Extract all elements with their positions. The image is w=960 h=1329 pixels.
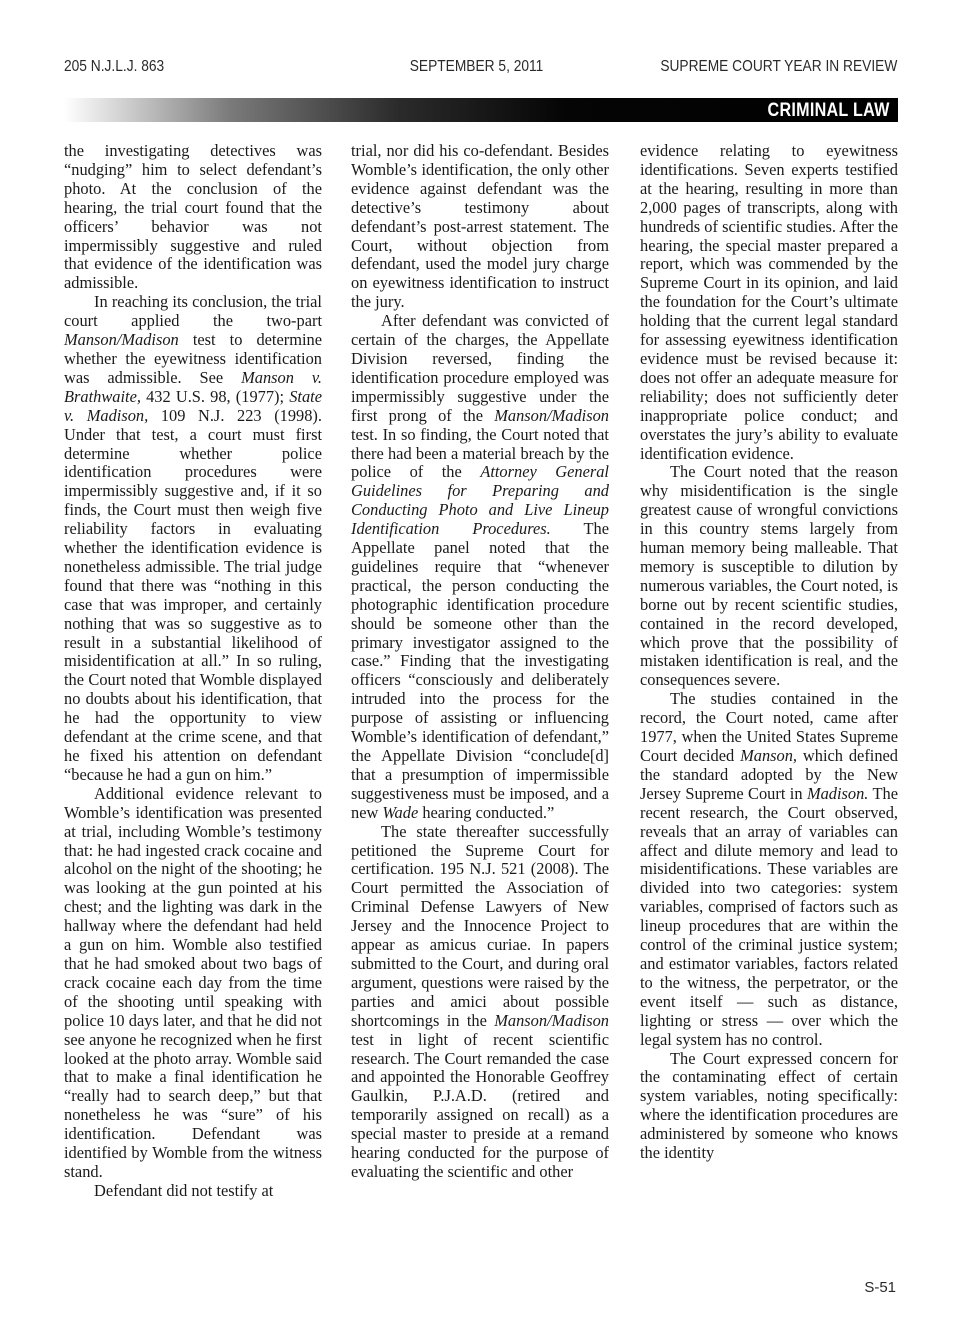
section-banner: [64, 98, 898, 122]
paragraph: trial, nor did his co-defendant. Besides Womble’s identification, the only other evidence against defendant was the detective’s testimony about defendant’s post-arrest statement. The Court, without objection from defendant, used the model jury charge on eyewitness identification to instruct the jury.: [351, 141, 609, 312]
text-column-2: [351, 142, 609, 1182]
paragraph: The studies contained in the record, the Court noted, came after 1977, when the United States Supreme Court decided Manson, which defined the standard adopted by the New Jersey Supreme Court in Madison. The recent research, the Court observed, reveals that an array of variables can affect and dilute memory and lead to misidentifications. These variables are divided into two categories: system variables, comprised of factors such as lineup procedures that are within the control of the criminal justice system; and estimator variables, factors related to the witness, the perpetrator, or the event itself — such as distance, lighting or stress — over which the legal system has no control.: [640, 689, 899, 1049]
text-column-1: [64, 142, 322, 1201]
running-header: [64, 58, 898, 82]
paragraph: evidence relating to eyewitness identifications. Seven experts testified at the hearing, resulting in more than 2,000 pages of transcripts, along with hundreds of scientific studies. After the hearing, the special master prepared a report, which was commended by the Supreme Court in its opinion, and laid the foundation for the Court’s ultimate holding that the current legal standard for assessing eyewitness identification evidence must be revised because it: does not offer an adequate measure for reliability; does not sufficiently deter inappropriate police conduct; and overstates the jury’s ability to evaluate identification evidence.: [640, 141, 898, 463]
paragraph: The Court noted that the reason why misidentification is the single greatest cause of wrongful convictions in this country stems largely from human memory being malleable. That memory is susceptible to dilution by numerous variables, the Court noted, is borne out by recent scientific studies, contained in the record developed, which prove that the possibility of mistaken identification is real, and the consequences severe.: [640, 462, 898, 690]
paragraph: After defendant was convicted of certain of the charges, the Appellate Division reversed, finding the identification procedure employed was impermissibly suggestive under the first prong of the Manson/Madison test. In so finding, the Court noted that there had been a material breach by the police of the Attorney General Guidelines for Preparing and Conducting Photo and Live Lineup Identification Procedures. The Appellate panel noted that the guidelines require that “whenever practical, the person conducting the photographic identification procedure should be someone other than the primary investigator assigned to the case.” Finding that the investigating officers “consciously and deliberately intruded into the process for the purpose of assisting or influencing Womble’s identification of defendant,” the Appellate Division “conclude[d] that a presumption of impermissible suggestiveness must be imposed, and a new Wade hearing conducted.”: [351, 311, 609, 822]
paragraph: The Court expressed concern for the contaminating effect of certain system variables, noting specifically: where the identification procedures are administered by someone who knows the identity: [640, 1048, 898, 1163]
paragraph: Additional evidence relevant to Womble’s identification was presented at trial, including Womble’s testimony that: he had ingested crack cocaine and alcohol on the night of the shooting; he was looking at the gun pointed at his chest; and the lighting was dark in the hallway where the defendant had held a gun on him. Womble also testified that he had smoked about two bags of crack cocaine each day from the time of the shooting until speaking with police 10 days later, and that he did not see anyone he recognized when he first looked at the photo array. Womble said that to make a final identification he “really had to search deep,” but that nonetheless he was “sure” of his identification. Defendant was identified by Womble from the witness stand.: [64, 783, 322, 1181]
citation: 205 N.J.L.J. 863: [64, 58, 165, 75]
section-title: CRIMINAL LAW: [767, 100, 890, 121]
publication-title: SUPREME COURT YEAR IN REVIEW: [660, 58, 898, 75]
issue-date: SEPTEMBER 5, 2011: [409, 58, 544, 75]
paragraph: In reaching its conclusion, the trial court applied the two-part Manson/Madison test to determine whether the eyewitness identification was admissible. See Manson v. Brathwaite, 432 U.S. 98, (1977); State v. Madison, 109 N.J. 223 (1998). Under that test, a court must first determine whether police identification procedures were impermissibly suggestive and, if it so finds, the Court must then weigh five reliability factors in evaluating whether the identification evidence is nonetheless admissible. The trial judge found that there was “nothing in this case that was improper, and certainly nothing that was so suggestive as to result in a substantial likelihood of misidentification at all.” In so ruling, the Court noted that Womble displayed no doubts about his identification, that he had the opportunity to view defendant at the crime scene, and that he fixed his attention on defendant “because he had a gun on him.”: [64, 292, 322, 784]
text-column-3: [640, 142, 898, 1163]
paragraph: the investigating detectives was “nudging” him to select defendant’s photo. At the conclusion of the hearing, the trial court found that the officers’ behavior was not impermissibly suggestive and ruled that evidence of the identification was admissible.: [64, 141, 322, 293]
page-number: S-51: [864, 1279, 896, 1296]
paragraph: The state thereafter successfully petitioned the Supreme Court for certification. 195 N.J. 521 (2008). The Court permitted the Association of Criminal Defense Lawyers of New Jersey and the Innocence Project to appear as amicus curiae. In papers submitted to the Court, and during oral argument, questions were raised by the parties and amici about possible shortcomings in the Manson/Madison test in light of recent scientific research. The Court remanded the case and appointed the Honorable Geoffrey Gaulkin, P.J.A.D. (retired and temporarily assigned on recall) as a special master to preside at a remand hearing conducted for the purpose of evaluating the scientific and other: [351, 821, 609, 1181]
paragraph: Defendant did not testify at: [94, 1180, 274, 1200]
